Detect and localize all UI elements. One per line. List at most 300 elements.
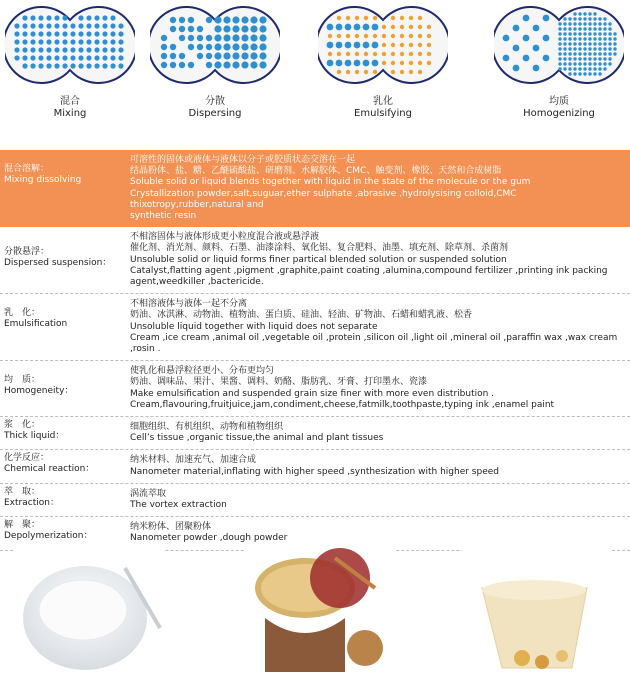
particle — [608, 62, 611, 65]
particle — [14, 39, 19, 44]
particle — [391, 70, 395, 74]
particle — [573, 72, 576, 75]
particle — [94, 39, 99, 44]
particle — [583, 37, 586, 40]
row-label-en: Emulsification — [4, 319, 68, 330]
particle — [598, 57, 601, 60]
particle — [102, 31, 107, 36]
particle — [46, 55, 51, 60]
particle — [613, 32, 616, 35]
particle — [573, 37, 576, 40]
particle — [598, 37, 601, 40]
table-row — [0, 361, 630, 417]
particle — [613, 37, 616, 40]
particle — [593, 22, 596, 25]
particle — [78, 55, 83, 60]
particle — [70, 31, 75, 36]
particle — [418, 34, 422, 38]
particle — [30, 23, 35, 28]
particle — [558, 32, 561, 35]
particle — [22, 55, 27, 60]
particle — [573, 52, 576, 55]
particle — [38, 15, 43, 20]
product-photos — [0, 548, 630, 672]
particle — [573, 62, 576, 65]
particle — [372, 60, 379, 67]
row-content — [130, 230, 630, 290]
particle — [578, 42, 581, 45]
particle — [409, 52, 413, 56]
particle — [583, 12, 586, 15]
particle — [593, 72, 596, 75]
particle — [568, 72, 571, 75]
particle — [400, 25, 404, 29]
row-label-cn: 萃 取： — [4, 486, 41, 497]
particle — [170, 44, 176, 50]
particle — [102, 39, 107, 44]
particle — [46, 39, 51, 44]
particle — [598, 32, 601, 35]
particle — [593, 37, 596, 40]
particle — [568, 27, 571, 30]
particle — [588, 37, 591, 40]
particle — [70, 55, 75, 60]
particle — [110, 55, 115, 60]
table-row — [0, 517, 630, 550]
particle — [54, 47, 59, 52]
row-label-cn: 解 聚： — [4, 520, 41, 531]
row-label-en: Thick liquid： — [4, 431, 65, 442]
row-label-en: Extraction： — [4, 497, 59, 508]
particle — [30, 39, 35, 44]
particle — [400, 43, 404, 47]
particle — [355, 52, 359, 56]
particle — [336, 24, 343, 31]
particle — [363, 24, 370, 31]
particle — [558, 57, 561, 60]
particle — [382, 43, 386, 47]
row-line: 纳米粉体、团聚粉体 — [130, 522, 212, 533]
particle — [583, 17, 586, 20]
particle — [22, 23, 27, 28]
particle — [588, 72, 591, 75]
particle — [603, 17, 606, 20]
particle — [346, 34, 350, 38]
particle — [94, 31, 99, 36]
particle — [588, 32, 591, 35]
particle — [62, 55, 67, 60]
particle — [363, 42, 370, 49]
particle — [613, 42, 616, 45]
particle — [328, 52, 332, 56]
row-label-cn: 浆 化： — [4, 420, 41, 431]
particle — [259, 61, 266, 68]
particle — [70, 47, 75, 52]
particle — [583, 62, 586, 65]
particle — [62, 63, 67, 68]
particle — [391, 43, 395, 47]
particle — [110, 15, 115, 20]
particle — [259, 52, 266, 59]
particle — [578, 37, 581, 40]
particle — [14, 47, 19, 52]
particle — [613, 52, 616, 55]
particle — [568, 52, 571, 55]
particle — [418, 52, 422, 56]
particle — [578, 27, 581, 30]
particle — [223, 52, 230, 59]
particle — [558, 62, 561, 65]
particle — [568, 17, 571, 20]
particle — [373, 70, 377, 74]
particle — [558, 47, 561, 50]
particle — [355, 16, 359, 20]
particle — [86, 31, 91, 36]
particle — [503, 35, 510, 42]
particle — [598, 52, 601, 55]
particle — [578, 57, 581, 60]
particle — [241, 52, 248, 59]
particle — [427, 52, 431, 56]
particle — [170, 53, 176, 59]
particle — [62, 47, 67, 52]
particle — [46, 31, 51, 36]
particle — [558, 42, 561, 45]
particle — [214, 43, 221, 50]
particle — [588, 27, 591, 30]
particle — [409, 25, 413, 29]
particle — [588, 62, 591, 65]
row-line: synthetic resin — [130, 211, 197, 222]
particle — [523, 55, 530, 62]
particle — [188, 26, 194, 32]
particle — [14, 23, 19, 28]
particle — [593, 27, 596, 30]
particle — [598, 47, 601, 50]
row-label-en: Homogeneity： — [4, 386, 74, 397]
particle — [22, 15, 27, 20]
process-label-en: Dispersing — [188, 108, 242, 119]
particle — [179, 26, 185, 32]
row-line: Nanometer material,inflating with higher speed ,synthesization with higher speed — [130, 466, 499, 477]
particle — [503, 55, 510, 62]
particle — [558, 22, 561, 25]
particle — [583, 32, 586, 35]
particle — [336, 60, 343, 67]
particle — [578, 32, 581, 35]
row-line: Cream ,ice cream ,animal oil ,vegetable oil ,protein ,silicon oil ,light oil ,mineral oil ,paraffin wax ,wax cream ,rosin . — [130, 332, 618, 355]
particle — [250, 52, 257, 59]
process-label-cn: 分散 — [205, 96, 225, 107]
particle — [38, 63, 43, 68]
row-line: 催化剂、消光剂、颜料、石墨、油漆涂料、氧化铝、复合肥料、油墨、填充剂、除草剂、杀菌剂 — [130, 243, 509, 254]
particle — [391, 25, 395, 29]
particle — [563, 37, 566, 40]
particle — [578, 22, 581, 25]
particle — [259, 25, 266, 32]
particle — [382, 52, 386, 56]
particle — [593, 57, 596, 60]
row-label-cn: 乳 化： — [4, 308, 41, 319]
particle — [118, 23, 123, 28]
particle — [188, 62, 194, 68]
particle — [62, 39, 67, 44]
particle — [593, 32, 596, 35]
row-label-en: Dispersed suspension： — [4, 258, 112, 269]
row-label-cn: 分散悬浮： — [4, 247, 50, 258]
particle — [188, 44, 194, 50]
particle — [30, 63, 35, 68]
particle — [603, 22, 606, 25]
table-row — [0, 150, 630, 227]
particle — [573, 67, 576, 70]
particle — [583, 42, 586, 45]
particle — [558, 52, 561, 55]
particle — [94, 23, 99, 28]
particle — [563, 42, 566, 45]
row-label — [4, 420, 122, 442]
process-label-en: Emulsifying — [354, 108, 412, 119]
row-line: 奶油、调味品、果汁、果酱、调料、奶酪、脂肪乳、牙膏、打印墨水、瓷漆 — [130, 377, 428, 388]
particle — [593, 62, 596, 65]
particle — [573, 12, 576, 15]
particle — [118, 39, 123, 44]
particle — [214, 52, 221, 59]
row-label-en: Mixing dissolving — [4, 175, 82, 185]
particle — [391, 61, 395, 65]
particle — [197, 53, 203, 59]
particle — [94, 15, 99, 20]
particle — [46, 23, 51, 28]
particle — [568, 42, 571, 45]
particle — [327, 24, 334, 31]
particle — [598, 62, 601, 65]
particle — [578, 67, 581, 70]
particle — [70, 39, 75, 44]
particle — [573, 17, 576, 20]
particle — [337, 16, 341, 20]
particle — [62, 15, 67, 20]
particle — [608, 57, 611, 60]
particle — [346, 70, 350, 74]
particle — [603, 32, 606, 35]
row-line: Catalyst,flatting agent ,pigment ,graphite,paint coating ,alumina,compound fertilizer ,printing ink packing — [130, 265, 608, 276]
particle — [241, 34, 248, 41]
process-diagrams — [0, 0, 630, 140]
particle — [327, 60, 334, 67]
process-mixing — [5, 0, 135, 120]
particle — [179, 35, 185, 41]
particle — [86, 39, 91, 44]
particle — [346, 52, 350, 56]
particle — [78, 15, 83, 20]
particle — [400, 34, 404, 38]
particle — [391, 34, 395, 38]
particle — [427, 43, 431, 47]
particle — [250, 16, 257, 23]
particle — [588, 47, 591, 50]
particle — [354, 42, 361, 49]
particle — [250, 61, 257, 68]
row-line: 细胞组织、有机组织、动物和植物组织 — [130, 422, 284, 433]
particle — [364, 16, 368, 20]
particle — [62, 23, 67, 28]
particle — [563, 22, 566, 25]
particle — [22, 39, 27, 44]
particle — [354, 24, 361, 31]
particle — [427, 25, 431, 29]
particle — [206, 44, 212, 50]
row-label — [4, 453, 122, 475]
particle — [573, 42, 576, 45]
particle — [563, 17, 566, 20]
particle — [54, 31, 59, 36]
particle — [214, 16, 221, 23]
particle — [372, 24, 379, 31]
particle — [593, 12, 596, 15]
particle — [179, 62, 185, 68]
row-line: Soluble solid or liquid blends together with liquid in the state of the molecule or the gum — [130, 177, 531, 188]
particle — [603, 37, 606, 40]
particle — [232, 34, 239, 41]
table-row — [0, 450, 630, 483]
particle — [603, 52, 606, 55]
process-label-en: Homogenizing — [523, 108, 595, 119]
particle — [206, 53, 212, 59]
particle — [22, 47, 27, 52]
particle — [241, 16, 248, 23]
particle — [62, 31, 67, 36]
particle — [30, 15, 35, 20]
particle — [563, 62, 566, 65]
process-label-cn: 乳化 — [373, 96, 393, 107]
particle — [573, 57, 576, 60]
particle — [46, 47, 51, 52]
particle — [259, 43, 266, 50]
row-line: 涡流萃取 — [130, 488, 167, 499]
particle — [573, 32, 576, 35]
particle — [598, 27, 601, 30]
row-label-en: Depolymerization： — [4, 531, 93, 542]
particle — [533, 25, 540, 32]
particle — [418, 25, 422, 29]
particle — [583, 27, 586, 30]
particle — [241, 43, 248, 50]
particle — [70, 23, 75, 28]
row-line: Unsoluble liquid together with liquid does not separate — [130, 321, 378, 332]
row-line: Unsoluble solid or liquid forms finer partical blended solution or suspended solution — [130, 254, 507, 265]
particle — [603, 47, 606, 50]
particle — [223, 61, 230, 68]
particle — [94, 63, 99, 68]
particle — [409, 61, 413, 65]
particle — [78, 39, 83, 44]
table-row — [0, 417, 630, 450]
particle — [400, 70, 404, 74]
particle — [523, 35, 530, 42]
particle — [118, 31, 123, 36]
particle — [118, 63, 123, 68]
row-content — [130, 453, 630, 479]
particle — [46, 63, 51, 68]
particle — [593, 52, 596, 55]
particle — [86, 23, 91, 28]
particle — [588, 12, 591, 15]
row-line: 可溶性的固体或液体与液体以分子或胶质状态交溶在一起 — [130, 155, 356, 165]
row-line: Make emulsification and suspended grain size finer with more even distribution . — [130, 388, 495, 399]
particle — [102, 55, 107, 60]
process-label-cn: 均质 — [549, 96, 569, 107]
particle — [206, 35, 212, 41]
particle — [573, 22, 576, 25]
particle — [558, 67, 561, 70]
particle — [608, 32, 611, 35]
particle — [170, 17, 176, 23]
particle — [543, 35, 550, 42]
particle — [38, 55, 43, 60]
particle — [206, 62, 212, 68]
particle — [110, 39, 115, 44]
particle — [513, 45, 520, 52]
particle — [523, 15, 530, 22]
particle — [86, 15, 91, 20]
drink-cup-photo — [462, 548, 612, 672]
particle — [373, 52, 377, 56]
row-line: Crystallization powder,salt,suguar,ether sulphate ,abrasive ,hydrolysising colloid,CMC thixotropy,rubber,natural and — [130, 188, 517, 210]
particle — [578, 52, 581, 55]
particle — [608, 42, 611, 45]
particle — [563, 47, 566, 50]
homogenizing-diagram-icon — [494, 0, 624, 90]
mixing-diagram-icon — [5, 0, 135, 90]
particle — [382, 34, 386, 38]
particle — [583, 52, 586, 55]
particle — [110, 23, 115, 28]
particle — [578, 72, 581, 75]
particle — [54, 15, 59, 20]
particle — [513, 65, 520, 72]
particle — [373, 16, 377, 20]
particle — [563, 52, 566, 55]
particle — [78, 47, 83, 52]
particle — [54, 39, 59, 44]
particle — [400, 16, 404, 20]
row-content — [130, 487, 630, 513]
particle — [593, 67, 596, 70]
row-content — [130, 520, 630, 546]
particle — [102, 47, 107, 52]
particle — [170, 26, 176, 32]
row-line: 不相溶液体与液体一起不分离 — [130, 299, 248, 310]
particle — [382, 61, 386, 65]
particle — [54, 63, 59, 68]
particle — [568, 32, 571, 35]
particle — [578, 47, 581, 50]
particle — [223, 34, 230, 41]
particle — [363, 60, 370, 67]
row-line: 使乳化和悬浮粒径更小、分布更均匀 — [130, 366, 275, 377]
particle — [232, 61, 239, 68]
emulsifying-diagram-icon — [318, 0, 448, 90]
particle — [328, 34, 332, 38]
particle — [418, 43, 422, 47]
particle — [418, 16, 422, 20]
particle — [94, 47, 99, 52]
particle — [110, 31, 115, 36]
particle — [608, 52, 611, 55]
particle — [558, 37, 561, 40]
particle — [250, 43, 257, 50]
